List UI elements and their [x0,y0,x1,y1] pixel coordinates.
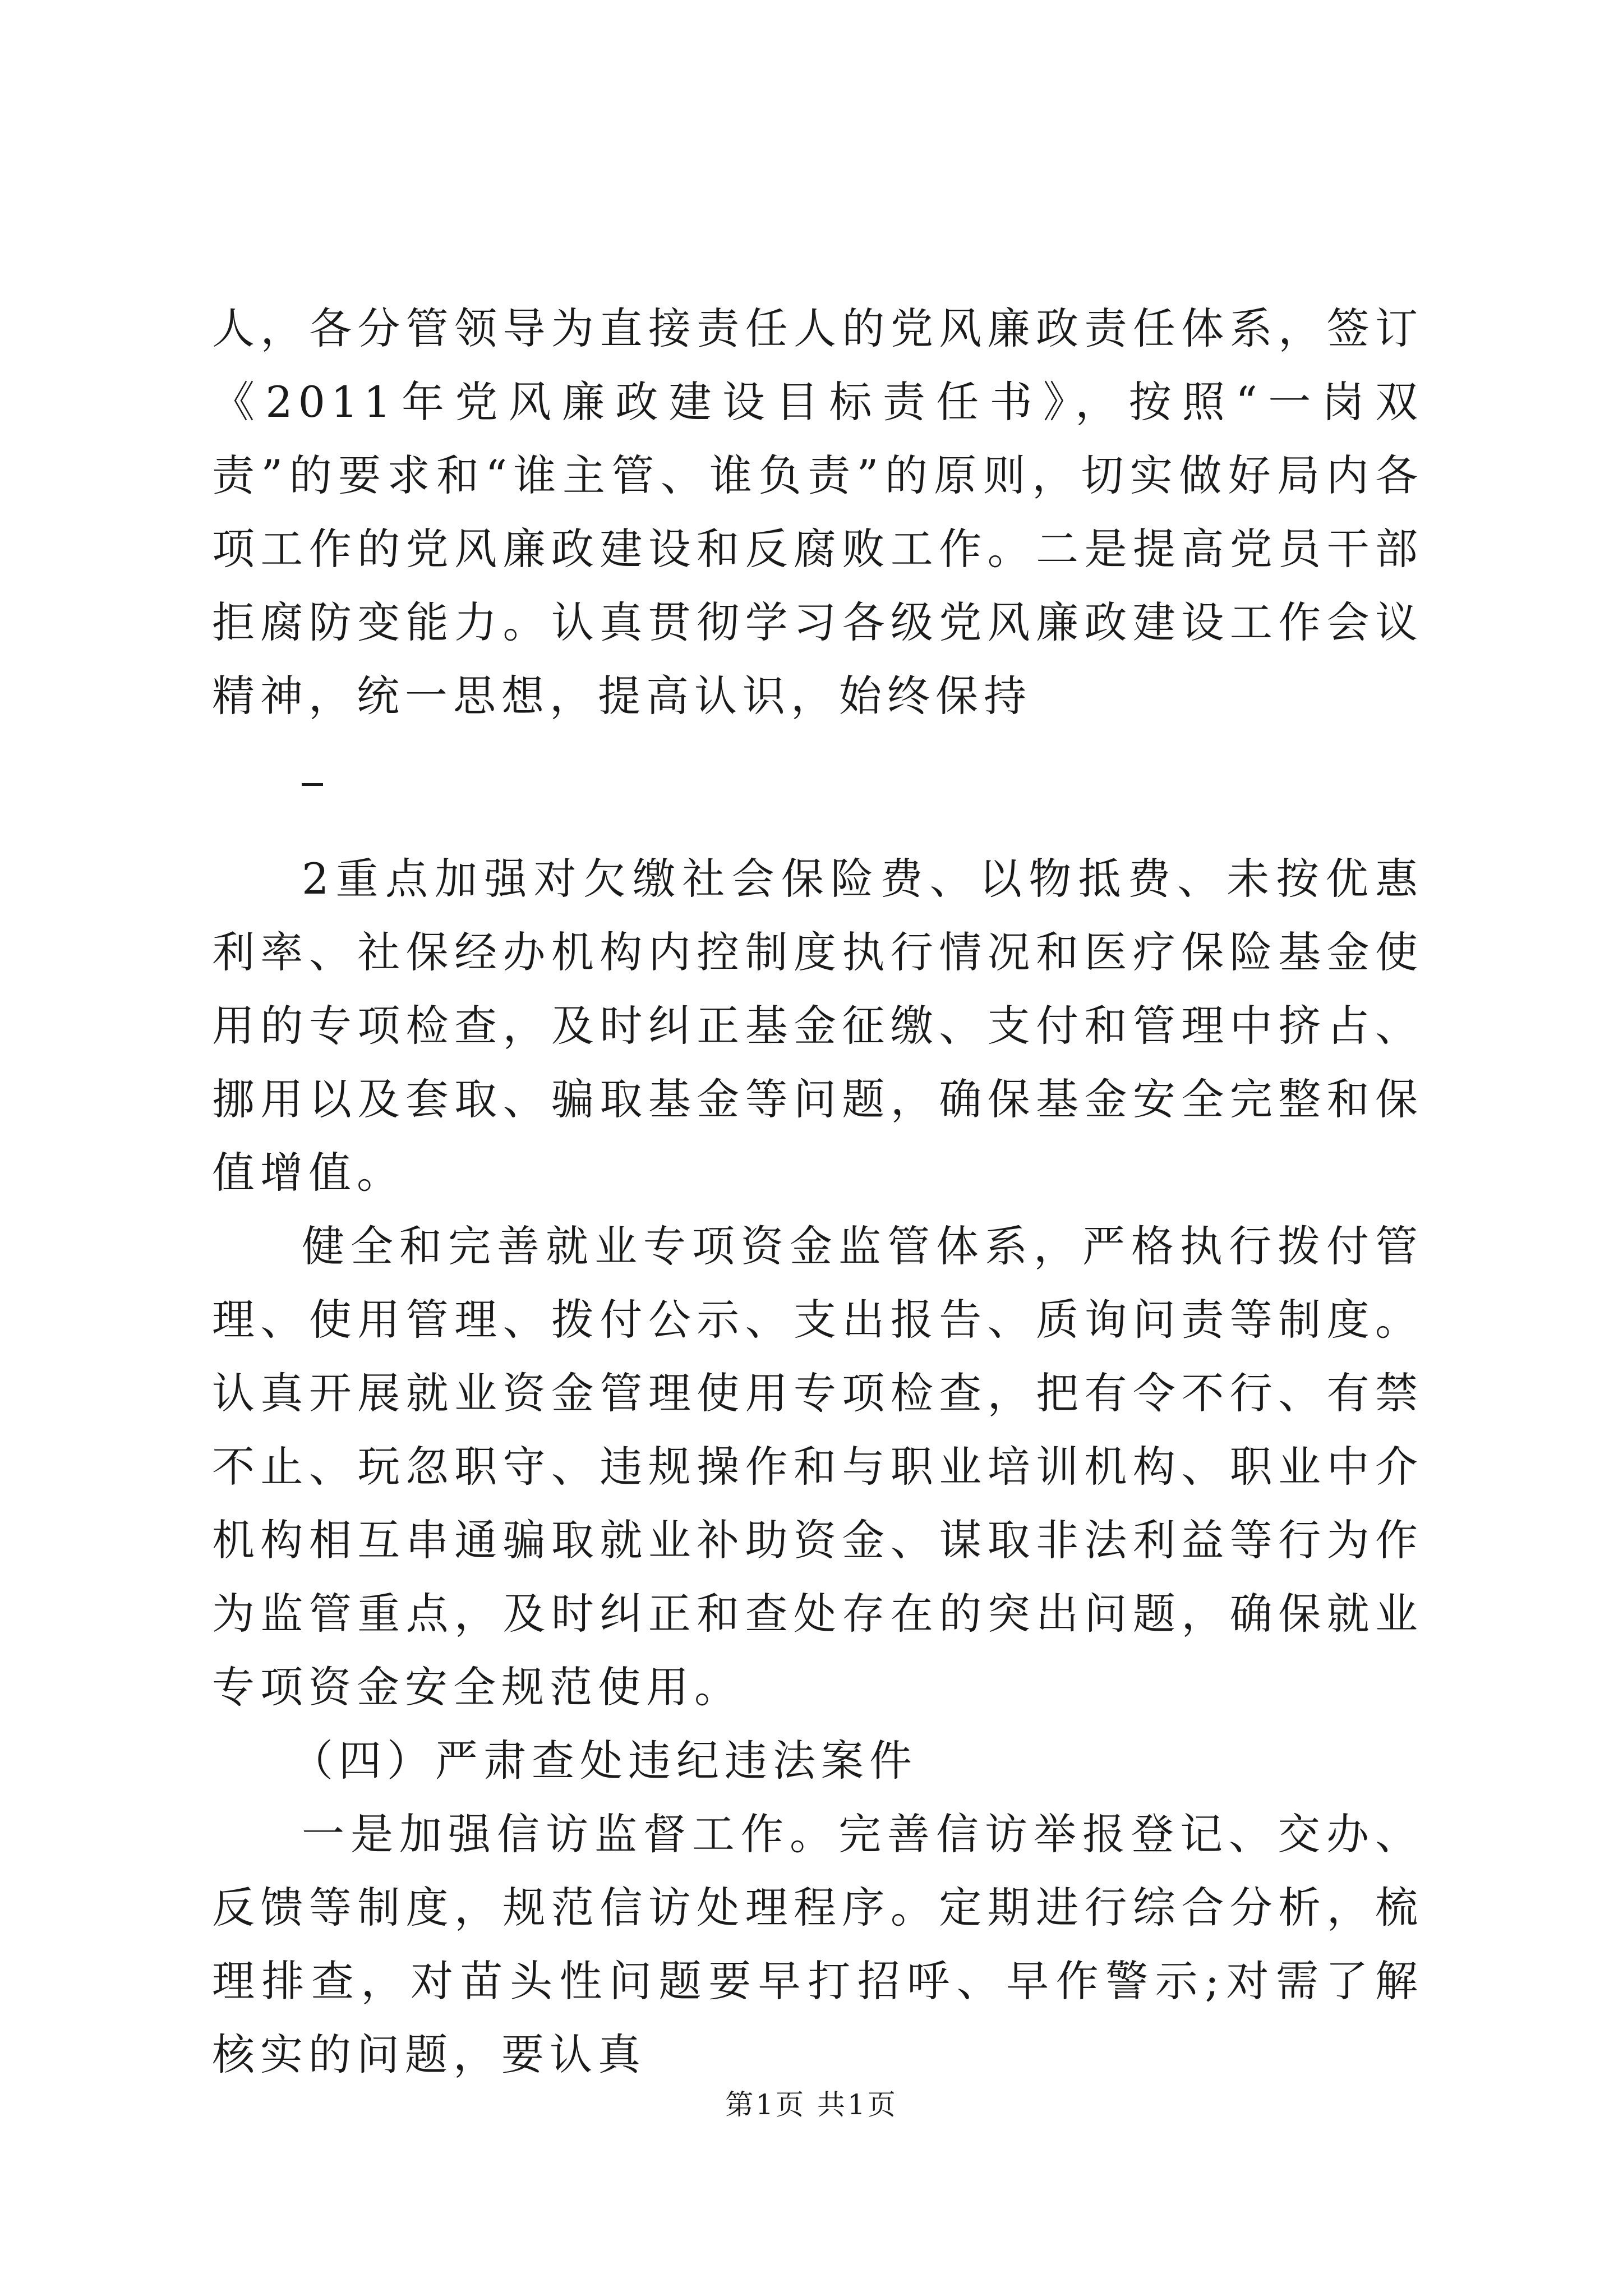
dash-mark [302,783,323,786]
page-footer: 第1页 共1页 [725,2088,898,2121]
paragraph-employment-fund: 健全和完善就业专项资金监管体系，严格执行拨付管理、使用管理、拨付公示、支出报告、质询问责等制度。认真开展就业资金管理使用专项检查，把有令不行、有禁不止、玩忽职守、违规操作和与职业培训机构、职业中介机构相互串通骗取就业补助资金、谋取非法利益等行为作为监管重点，及时纠正和查处存在的突出问题，确保就业专项资金安全规范使用。 [212,1221,1423,1712]
document-body [212,292,1423,2091]
separator-dash [212,744,1423,817]
paragraph-fund-inspection: 2重点加强对欠缴社会保险费、以物抵费、未按优惠利率、社保经办机构内控制度执行情况和医疗保险基金使用的专项检查，及时纠正基金征缴、支付和管理中挤占、挪用以及套取、骗取基金等问题，确保基金安全完整和保值增值。 [212,854,1423,1198]
section-heading: （四）严肃查处违纪违法案件 [291,1736,917,1786]
paragraph-continuation: 人，各分管领导为直接责任人的党风廉政责任体系，签订《2011年党风廉政建设目标责任书》，按照“一岗双责”的要求和“谁主管、谁负责”的原则，切实做好局内各项工作的党风廉政建设和反腐败工作。二是提高党员干部拒腐防变能力。认真贯彻学习各级党风廉政建设工作会议精神，统一思想，提高认识，始终保持 [212,303,1423,721]
paragraph-petition-supervision: 一是加强信访监督工作。完善信访举报登记、交办、反馈等制度，规范信访处理程序。定期进行综合分析，梳理排查，对苗头性问题要早打招呼、早作警示;对需了解核实的问题，要认真 [212,1809,1423,2079]
